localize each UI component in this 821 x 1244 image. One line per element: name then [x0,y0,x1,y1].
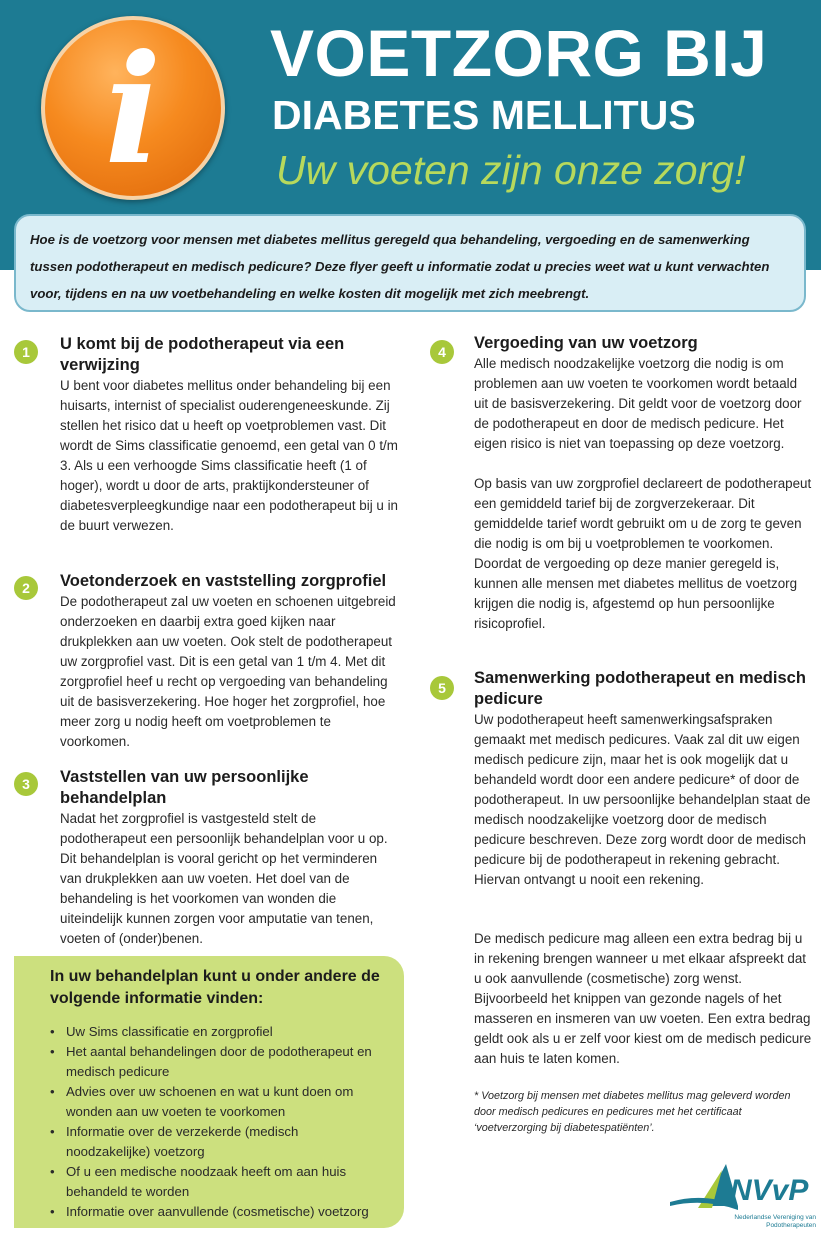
section-1 [60,334,404,536]
section-5 [474,668,814,890]
intro-box [14,214,806,312]
intro-text: Hoe is de voetzorg voor mensen met diabetes mellitus geregeld qua behandeling, vergoeding en de samenwerking tussen podotherapeut en medisch pedicure? Deze flyer geeft u informatie zodat u precies weet wat u kunt verwachten voor, tijdens en na uw voetbehandeling en welke kosten dit mogelijk met zich meebrengt. [30,232,770,301]
section-number-1: 1 [14,340,38,364]
section-2-title: Voetonderzoek en vaststelling zorgprofiel [60,572,387,590]
list-item: • Het aantal behandelingen door de podotherapeut en medisch pedicure [50,1042,386,1082]
section-4-body-2: Op basis van uw zorgprofiel declareert de podotherapeut een gemiddeld tarief bij de zorgverzekeraar. Dit gemiddelde tarief wordt gebruikt om u de zorg te geven die nodig is om bij u voetproblemen te voorkomen. Doordat de vergoeding op deze manier geregeld is, kunnen alle mensen met diabetes mellitus de voetzorg krijgen die nodig is, afgestemd op hun persoonlijke risicoprofiel. [474,476,812,631]
section-number-4: 4 [430,340,454,364]
section-4-title: Vergoeding van uw voetzorg [474,334,698,352]
treatment-plan-box [14,956,404,1228]
section-4-body: Alle medisch noodzakelijke voetzorg die nodig is om problemen aan uw voeten te voorkomen wordt betaald uit de basisverzekering. Dit geldt voor de voetzorg door de podotherapeut en door de medisch pedicure. Het eigen risico is niet van toepassing op deze voetzorg. [474,356,802,451]
section-3 [60,767,390,949]
section-number-2: 2 [14,576,38,600]
list-item: • Informatie over aanvullende (cosmetische) voetzorg [50,1202,386,1222]
section-2-body: De podotherapeut zal uw voeten en schoenen uitgebreid onderzoeken en daarbij extra goed kijken naar drukplekken aan uw voeten. Ook stelt de podotherapeut uw zorgprofiel vast. Dit is een getal van 1 t/m 4. Met dit zorgprofiel heef u recht op vergoeding van behandeling uit de basisverzekering. Hoe hoger het zorgprofiel, hoe meer zorg u nodig heeft om voetproblemen te voorkomen. [60,594,396,749]
section-5-body: Uw podotherapeut heeft samenwerkingsafspraken gemaakt met medisch pedicures. Vaak zal dit uw eigen medisch pedicure zijn, maar het is ook mogelijk dat u behandeld wordt door een andere pedicure* of door de podotherapeut. In uw persoonlijke behandelplan staat de medisch noodzakelijke voetzorg door de medisch pedicure beschreven. Deze zorg wordt door de medisch pedicure bij de podotherapeut in rekening gebracht. Hiervan ontvangt u nooit een rekening. [474,712,811,887]
info-icon-glyph: i [104,22,162,198]
list-item: • Advies over uw schoenen en wat u kunt doen om wonden aan uw voeten te voorkomen [50,1082,386,1122]
section-4 [474,333,814,634]
page-tagline: Uw voeten zijn onze zorg! [276,147,746,193]
section-number-5: 5 [430,676,454,700]
section-5-extra [474,929,814,1069]
section-3-title: Vaststellen van uw persoonlijke behandelplan [60,768,309,807]
page-subtitle: DIABETES MELLITUS [272,92,696,138]
section-5-title: Samenwerking podotherapeut en medisch pedicure [474,669,806,708]
section-number-3: 3 [14,772,38,796]
section-1-title: U komt bij de podotherapeut via een verwijzing [60,335,345,374]
list-item: • Informatie over de verzekerde (medisch noodzakelijke) voetzorg [50,1122,386,1162]
treatment-plan-list [50,1022,386,1222]
list-item: • Uw Sims classificatie en zorgprofiel [50,1022,386,1042]
section-3-body: Nadat het zorgprofiel is vastgesteld stelt de podotherapeut een persoonlijk behandelplan voor u op. Dit behandelplan is vooral gericht op het verminderen van drukplekken aan uw voeten. Het doel van de behandeling is het voorkomen van wonden die uiteindelijk kunnen zorgen voor amputatie van tenen, voeten of (onder)benen. [60,811,388,946]
logo-wordmark: NVvP [730,1174,809,1207]
nvvp-logo [668,1162,816,1234]
section-5-body-2: De medisch pedicure mag alleen een extra bedrag bij u in rekening brengen wanneer u met elkaar afspreekt dat u ook aanvullende (cosmetische) zorg wenst. Bijvoorbeeld het knippen van gezonde nagels of het masseren en insmeren van uw voeten. Een extra bedrag geldt ook als u er zelf voor kiest om de medisch pedicure aan huis te laten komen. [474,931,812,1066]
logo-subtitle: Nederlandse Vereniging van Podotherapeuten [734,1214,816,1229]
section-1-body: U bent voor diabetes mellitus onder behandeling bij een huisarts, internist of specialist ouderengeneeskunde. Zij stellen het risico dat u heeft op voetproblemen vast. Dit wordt de Sims classificatie genoemd, een getal van 0 t/m 3. Als u een verhoogde Sims classificatie heeft (1 of hoger), wordt u door de arts, praktijkondersteuner of diabetesverpleegkundige naar een podotherapeut bij u in de buurt verwezen. [60,378,399,533]
list-item: • Of u een medische noodzaak heeft om aan huis behandeld te worden [50,1162,386,1202]
treatment-plan-title: In uw behandelplan kunt u onder andere de volgende informatie vinden: [50,968,380,1007]
page-title: VOETZORG BIJ [270,16,768,90]
section-2 [60,571,400,752]
footnote: * Voetzorg bij mensen met diabetes mellitus mag geleverd worden door medisch pedicures en pedicures met het certificaat ‘voetverzorging bij diabetespatiënten’. [474,1090,791,1134]
info-icon [41,16,225,200]
